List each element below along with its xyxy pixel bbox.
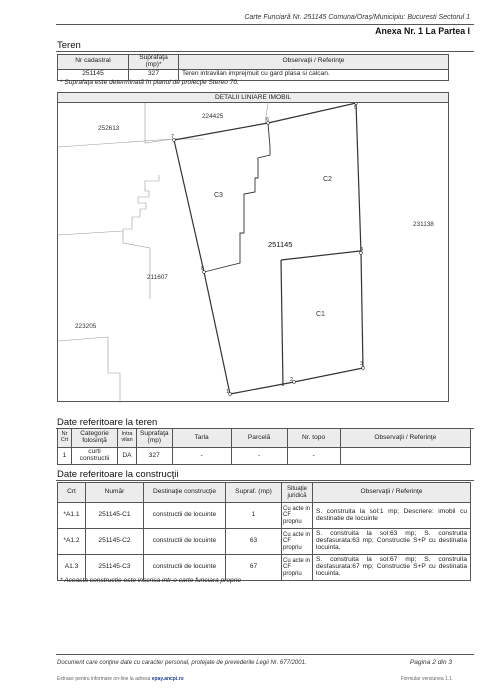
- vertex-label: 4: [360, 247, 364, 253]
- cell-observatii: S. construita la sol:67 mp; S. construita desfasurata:67 mp; Constructie S+P cu destinatia locuinta.: [313, 555, 471, 581]
- col-numar: Număr: [86, 483, 144, 503]
- header-divider: [56, 24, 474, 25]
- col-tarla: Tarla: [172, 429, 231, 448]
- col-parcela: Parcelă: [231, 429, 287, 448]
- teren-note: * Suprafaţa este determinată în planul de proiecţie Stereo 70.: [60, 79, 239, 86]
- cell-observatii: S. construita la sol:63 mp; S. construita desfasurata:63 mp; Constructie S+P cu destinatia locuinta.: [313, 529, 471, 555]
- parcel-number-label: 251145: [268, 240, 293, 249]
- cell-numar: 251145-C2: [86, 529, 144, 555]
- cell-situatie: Cu acte in CF propriu: [282, 555, 313, 581]
- construction-label-c3: C3: [214, 192, 223, 199]
- col-categorie: Categorie folosinţă: [72, 429, 118, 448]
- cell-tarla: -: [172, 448, 231, 465]
- date-teren-table: [57, 428, 471, 465]
- date-constructii-title: Date referitoare la construcţii: [57, 469, 179, 480]
- footer-divider: [56, 654, 474, 655]
- cell-destinatie: constructii de locuinte: [144, 503, 226, 529]
- annex-title: Anexa Nr. 1 La Partea I: [375, 26, 470, 36]
- confidential-note: Document care conţine date cu caracter personal, protejate de prevederile Legii Nr. 677/2001.: [57, 660, 307, 666]
- constructii-note: * Aceasta constructie este inscrisa intr-o carte funciara proprie: [60, 577, 242, 584]
- neighbor-label: 252613: [98, 125, 120, 132]
- epay-link[interactable]: epay.ancpi.ro: [151, 676, 184, 682]
- construction-label-c2: C2: [323, 176, 332, 183]
- cell-suprafata: 63: [226, 529, 282, 555]
- map-frame: [57, 92, 449, 402]
- cell-observatii: Teren intravilan imprejmuit cu gard plasa si calcan.: [179, 69, 449, 80]
- cell-crt: *A1.1: [58, 503, 86, 529]
- col-observatii: Observaţii / Referinţe: [340, 429, 470, 448]
- cell-intravilan: DA: [118, 448, 137, 465]
- col-suprafata: Suprafaţa (mp)*: [129, 55, 179, 70]
- col-crt: Crt: [58, 483, 86, 503]
- construction-label-c1: C1: [316, 311, 325, 318]
- vertex-label: 5: [354, 105, 358, 111]
- date-constructii-divider: [56, 480, 474, 481]
- col-observatii: Observaţii / Referinţe: [179, 55, 449, 70]
- page-number: Pagina 2 din 3: [409, 659, 452, 666]
- cell-crt: *A1.2: [58, 529, 86, 555]
- neighbor-label: 211607: [147, 274, 168, 281]
- teren-title: Teren: [57, 40, 81, 51]
- cell-nr-cadastral: 251145: [58, 69, 129, 80]
- cell-suprafata: 67: [226, 555, 282, 581]
- cell-crt: A1.3: [58, 555, 86, 581]
- neighbor-label: 224425: [202, 113, 224, 120]
- vertex-label: 2: [290, 377, 294, 383]
- cell-categorie: curti constructii: [72, 448, 118, 465]
- col-observatii: Observaţii / Referinţe: [313, 483, 471, 503]
- col-nr-topo: Nr. topo: [287, 429, 340, 448]
- cell-situatie: Cu acte in CF propriu: [282, 503, 313, 529]
- col-suprafata: Supraf. (mp): [226, 483, 282, 503]
- col-destinatie: Destinaţie construcţie: [144, 483, 226, 503]
- teren-table: [57, 54, 449, 81]
- neighbor-lines: [58, 103, 268, 403]
- source-note: [57, 676, 184, 682]
- map-title: DETALII LINIARE IMOBIL: [58, 93, 448, 103]
- document-header: Carte Funciară Nr. 251145 Comuna/Oraş/Municipiu: Bucuresti Sectorul 1: [244, 14, 470, 21]
- cell-numar: 251145-C3: [86, 555, 144, 581]
- cell-numar: 251145-C1: [86, 503, 144, 529]
- date-teren-title: Date referitoare la teren: [57, 417, 158, 428]
- cell-observatii: S. construita la sol:1 mp; Descriere: imobil cu destinatie de locuinte: [313, 503, 471, 529]
- cell-suprafata: 327: [129, 69, 179, 80]
- table-row: [58, 529, 471, 555]
- neighbor-label: 223205: [75, 323, 97, 330]
- vertex-markers: [173, 103, 365, 395]
- date-constructii-table: [57, 482, 471, 581]
- col-situatie: Situaţie juridică: [282, 483, 313, 503]
- vertex-label: 6: [266, 117, 270, 123]
- teren-divider: [56, 51, 474, 52]
- table-row: [58, 448, 471, 465]
- cell-situatie: Cu acte in CF propriu: [282, 529, 313, 555]
- col-intravilan: Intra vilan: [118, 429, 137, 448]
- col-suprafata: Suprafaţa (mp): [137, 429, 173, 448]
- cell-nr-crt: 1: [58, 448, 72, 465]
- vertex-label: 3: [360, 361, 364, 367]
- cell-suprafata: 1: [226, 503, 282, 529]
- cell-destinatie: constructii de locuinte: [144, 529, 226, 555]
- col-nr-cadastral: Nr cadastral: [58, 55, 129, 70]
- cell-observatii: [340, 448, 470, 465]
- neighbor-label: 231138: [413, 221, 434, 228]
- vertex-label: 1: [226, 389, 230, 395]
- cell-suprafata: 327: [137, 448, 173, 465]
- vertex-label: 7: [171, 134, 175, 140]
- vertex-label: 8: [201, 266, 205, 272]
- source-prefix: Extrase pentru informare on-line la adresa: [57, 676, 152, 682]
- cell-parcela: -: [231, 448, 287, 465]
- form-version: Formular versiunea 1.1: [400, 676, 452, 682]
- cell-nr-topo: -: [287, 448, 340, 465]
- parcel-plan: [58, 103, 450, 403]
- col-nr-crt: Nr Crt: [58, 429, 72, 448]
- cell-destinatie: constructii de locuinte: [144, 555, 226, 581]
- table-row: [58, 503, 471, 529]
